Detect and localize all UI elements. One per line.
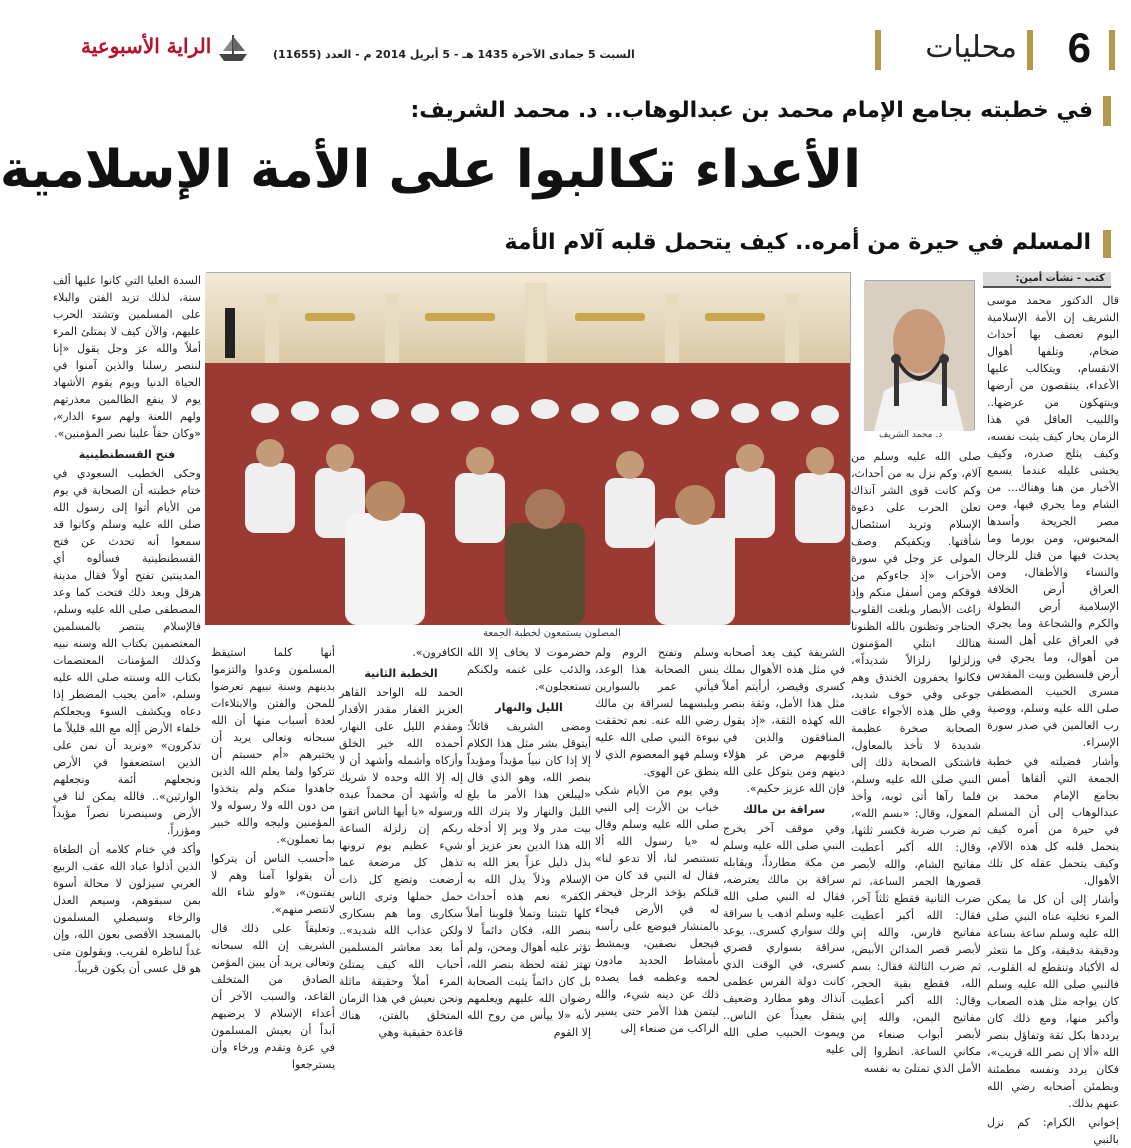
paragraph: الشريفة كيف يعد أصحابه في مثل هذه الأهوال بملك كسرى وقيصر، أرأيتم أملاً مثل هذا الأمل، وثقة بنصر الله كهذه الثقة، «إذ يقول المنافقون والذين في قلوبهم مرض غر هؤلاء دينهم ومن يتوكل على الله فإن الله عزيز حكيم». — [723, 646, 845, 795]
article-kicker: في خطبته بجامع الإمام محمد بن عبدالوهاب.. د. محمد الشريف: — [410, 98, 1093, 123]
subhead-accent-bar — [1103, 230, 1111, 258]
article-column-7 — [211, 644, 335, 1071]
paragraph: «أحسب الناس أن يتركوا أن يقولوا آمنا وهم لا يفتنون»، «ولو شاء الله لانتصر منهم». — [211, 852, 335, 916]
paragraph: وأشار إلى أن كل ما يمكن المرء تخليه عناه النبي صلى الله عليه وسلم ساعة بساعة ودقيقة بدقيقة، وكل ما نتعثر له الأكباد وتنقطع له القلوب، فالنبي صلى الله عليه وسلم كان يواجه مثل هذه الصعاب وأكبر منها، ومع ذلك كان يرددها بكل ثقة وتفاؤل بنصر الله «ألا إن نصر الله قريب»، فكان يردد ونفسه مطمئنة وبطمئن أصحابه رضي الله عنهم بذلك. — [987, 893, 1119, 1110]
author-tag — [983, 272, 1111, 288]
paragraph: وفي موقف آخر يخرج النبي صلى الله عليه وسلم من مكة مطارداً، ويقابله سراقة بن مالك يعترضه، فقال له النبي صلى الله عليه وسلم اذهب يا سراقة ولك سواري كسرى.. يوعد سراقة بسواري قصري كسرى، في الوقت الذي كانت دولة الفرس عظمى آنذاك وهو مطارد وضعيف يتنقل بعيداً عن الناس.. ويموت الحبيب صلى الله عليه — [723, 822, 845, 1056]
article-column-2 — [851, 448, 981, 1075]
preacher-portrait-photo — [865, 280, 975, 430]
paragraph: حضرموت لا يخاف إلا الله والذئب على غنمه ولكنكم تستعجلون». — [467, 646, 591, 693]
section-accent-bar — [1027, 30, 1033, 70]
paragraph: ومضى الشريف قائلاً: أيتوقل بشر مثل هذا الكلام إلا إذا كان نبياً مؤيداً ومؤيداً بنصر الله، وهو الذي قال «ليبلغن هذا الأمر ما بلغ الليل والنهار ولا يترك الله بيت مدر ولا وبر إلا أدخله الله هذا الدين بعز عزيز أو بذل ذليل عزاً يعز الله به الإسلام وذلاً يذل الله به الكفر» نعم هذه أحداث كلها تثبتنا وتملأ قلوبنا أملاً بنصر الله، فكان دائماً لا تؤثر عليه أهوال ومحن، ولم تهتز ثقته لحظة بنصر الله، بل كان دائماً يثبت الصحابة رضوان الله عليهم ويعلمهم لأنه «لا ييأس من روح الله إلا القوم — [467, 720, 591, 1039]
issue-dateline: السبت 5 جمادى الآخرة 1435 هـ - 5 أبريل 2014 م - العدد (11655) — [273, 48, 635, 61]
subheading: سراقة بن مالك — [742, 803, 826, 816]
portrait-caption: د. محمد الشريف — [879, 430, 943, 440]
article-column-4 — [595, 644, 719, 1035]
newspaper-logo: الراية الأسبوعية — [81, 34, 212, 58]
paragraph: وأكد في ختام كلامه أن الطغاة الذين أذلوا عباد الله عقب الربيع العربي سيزلون لا محالة أسوة بمن سبقوهم، وسيعم العدل والرخاء وسيصلي المسلمون بالمسجد الأقصى بعون الله، وإن غداً لناظره لقريب. ويقولون متى هو قل عسى أن يكون قريباً. — [53, 843, 201, 975]
ship-logo-icon — [215, 30, 251, 66]
paragraph: وسلم وتفتح الروم ولم ينس الصحابة هذا الوعد، فيأتي عمر بالسوارين ويلبسهما لسراقة بن مالك رضي الله عنه. نعم تحققت نبوءة النبي صلى الله عليه وسلم فهو المعصوم الذي لا ينطق عن الهوى. — [595, 646, 719, 778]
article-subheadline: المسلم في حيرة من أمره.. كيف يتحمل قلبه آلام الأمة — [504, 230, 1091, 255]
author-byline: كتب - نشأت أمين: — [1015, 273, 1105, 284]
mosque-worshippers-photo — [206, 272, 851, 624]
subheading: فتح القسطنطينية — [78, 448, 176, 461]
article-column-3 — [723, 644, 845, 1056]
paragraph: الحمد لله الواحد القاهر العزيز الغفار مقدر الأقدار ومقدم الليل على النهار، أحمده الله خير الخلق وأزكاه وأشمله وأشهد أن لا إله إلا الله وحده لا شريك له وأشهد أن محمداً عبده ورسوله «يا أيها الناس اتقوا ربكم إن زلزلة الساعة شيء عظيم يوم ترونها تذهل كل مرضعة عما أرضعت وتضع كل ذات حمل حملها وترى الناس سكارى وما هم بسكارى ولكن عذاب الله شديد».. أما بعد معاشر المسلمين أحباب الله كيف يمتلئ المرء أملاً وحقيقة ماثلة ونحن نعيش في هذا الزمان المتخلق بالفتن، هناك قاعدة حقيقية وهي — [339, 686, 463, 1039]
kicker-accent-bar — [1103, 96, 1111, 126]
section-accent-bar — [875, 30, 881, 70]
paragraph: قال الدكتور محمد موسى الشريف إن الأمة الإسلامية اليوم تعصف بها أحداث ضخام، وتلفها أهوال الانقسام، ويتكالب عليها الأعداء، ينتقصون من أرضها وينتهكون من عرضها.. واللبيب العاقل في هذا الزمان يحار كيف يثبت نفسه، وكيف يثلج صدره، وكيف يخشى غليله عندما يسمع الأخبار من هنا وهناك... من الشام وما يجري فيها، ومن مصر الجريحة وأسدها المحبوس، ومن بورما وما يحدث فيها من قتل للرجال والنساء والأطفال، ومن العراق أرض الخلافة الإسلامية أرض البطولة والكرم والشجاعة وما يجري في العراق على أهل السنة من أهوال، وما يجري في أرض فلسطين وبيت المقدس مسرى الحبيب المصطفى صلى الله عليه وسلم، ووصية رب العالمين في صدر سورة الإسراء. — [987, 294, 1119, 749]
worshippers-illustration — [205, 273, 850, 625]
section-accent-bar — [1109, 30, 1115, 70]
paragraph: إخواني الكرام: كم نزل بالنبي — [987, 1116, 1119, 1146]
article-headline: الأعداء تكالبوا على الأمة الإسلامية — [0, 140, 861, 200]
paragraph: وتعليقاً على ذلك قال الشريف إن الله سبحانه وتعالى يريد أن يبين المؤمن الصادق من المتخلف القاعد، والسبب الآخر أن أعداء الإسلام لا يرضيهم أبداً أن يعيش المسلمون في عزة وتقدم ورخاء وأن يسترجعوا — [211, 922, 335, 1071]
paragraph: وأشار فضيلته في خطبة الجمعة التي ألقاها أمس بجامع الإمام محمد بن عبدالوهاب إلى أن المسلم في حيرة من أمره كيف يتحمل قلبه كل هذه الآلام، وكيف يتحمل عقله كل تلك الأهوال. — [987, 755, 1119, 887]
section-title: محليات — [925, 30, 1017, 65]
paragraph: وفي يوم من الأيام شكى خباب بن الأرت إلى النبي صلى الله عليه وسلم وقال له «يا رسول الله ألا تستنصر لنا، ألا تدعو لنا» فقال له النبي قد كان من قبلكم يؤخذ الرجل فيحفر له في الأرض فيجاء بالمنشار فيوضع على رأسه فيجعل نصفين، ويمشط بأمشاط الحديد مادون لحمه وعظمه فما يصده ذلك عن دينه شيء، والله ليتمن هذا الأمر حتى يسير الراكب من صنعاء إلى — [595, 784, 719, 1035]
paragraph: وحكى الخطيب السعودي في ختام خطبته أن الصحابة في يوم من الأيام أتوا إلى رسول الله صلى الله عليه وسلم وكانوا قد سمعوا أنه تحدث عن فتح القسطنطينية فسألوه أي المدينتين تفتح أولاً فقال مدينة هرقل وبعد ذلك فتحت كما وعد المصطفى صلى الله عليه وسلم، فالإسلام ينتصر بالمسلمين المعتصمين بكتاب الله وسنه نبيه وكذلك المؤمنات المعتصمات بكتاب الله وسنته صلى الله عليه وسلم، «أمن يجيب المضطر إذا دعاه ويكشف السوء ويجعلكم خلفاء الأرض أإله مع الله قليلاً ما تذكرون» «ونريد أن نمن على الذين استضعفوا في الأرض ونجعلهم أئمة ونجعلهم الوارثين».. فالله يمكن لنا في الأرض وسينصرنا نصراً مؤيداً ومؤزراً. — [53, 467, 201, 837]
subheading: الليل والنهار — [495, 701, 563, 714]
preacher-illustration — [864, 281, 974, 431]
article-column-6 — [339, 644, 463, 1039]
page-number: 6 — [1067, 24, 1091, 71]
subheading: الخطبة الثانية — [364, 667, 438, 680]
article-column-8 — [53, 272, 201, 975]
paragraph: صلى الله عليه وسلم من آلام، وكم نزل به من أحداث، وكم كانت قوى الشر آنذاك تعلن الحرب على دعوة الإسلام وتريد استئصال شأفتها. ويكفيكم وصف المولى عز وجل في سورة الأحزاب «إذ جاءوكم من فوقكم ومن أسفل منكم وإذ زاغت الأبصار وبلغت القلوب الحناجر وتظنون بالله الظنونا هنالك ابتلي المؤمنون وزلزلوا زلزالاً شديداً»، فكانوا يحفرون الخندق وهم جوعى وفي خوف شديد، وفي ظل هذه الأجواء عاقت الصحابة صخرة عظيمة شديدة لا تأخذ بالمعاول، فاشتكى الصحابة ذلك إلى النبي صلى الله عليه وسلم، فلما رآها أتى ثوبه، وأخذ المعول، وقال: «بسم الله»، ثم ضرب ضربة فكسر ثلثها، وقال: الله أكبر أعطيت مفاتيح الشام، والله لأبصر قصورها الحمر الساعة، ثم ضرب الثانية فقطع ثلثاً آخر، فقال: الله أكبر أعطيت مفاتيح فارس، والله إني لأبصر قصر المدائن الأبيض، ثم ضرب الثالثة فقال: بسم الله، فقطع بقية الحجر، وقال: الله أكبر أعطيت مفاتيح اليمن، والله إني لأبصر أبواب صنعاء من مكاني الساعة. انظروا إلى الأمل الذي تمتلئ به نفسه — [851, 450, 981, 1075]
article-column-5 — [467, 644, 591, 1039]
paragraph: السدة العليا التي كانوا عليها ألف سنة، لذلك تزيد الفتن والبلاء على المسلمين وتشتد الحرب عليهم، والآن كيف لا يمتلئ المرء أملاً والله عز وجل يقول «إنا لننصر رسلنا والذين آمنوا في الحياة الدنيا ويوم يقوم الأشهاد يوم لا ينفع الظالمين معذرتهم ولهم اللعنة ولهم سوء الدار»، «وكان حقاً علينا نصر المؤمنين». — [53, 274, 201, 440]
photo-caption: المصلون يستمعون لخطبة الجمعة — [483, 628, 621, 639]
paragraph: أنها كلما استيقظ المسلمون وعدوا والتزموا بدينهم وسنة نبيهم تعرضوا للمحن والفتن والابتلاءات لعدة أسباب منها أن الله سبحانه وتعالى يريد أن يختبرهم «أم حسبتم أن تتركوا ولما يعلم الله الذين جاهدوا منكم ولم يتخذوا من دون الله ولا رسوله ولا المؤمنين وليجه والله خبير بما تعملون». — [211, 646, 335, 846]
page-header — [53, 18, 1121, 78]
paragraph: الكافرون». — [412, 646, 463, 659]
article-column-1 — [987, 292, 1119, 1146]
